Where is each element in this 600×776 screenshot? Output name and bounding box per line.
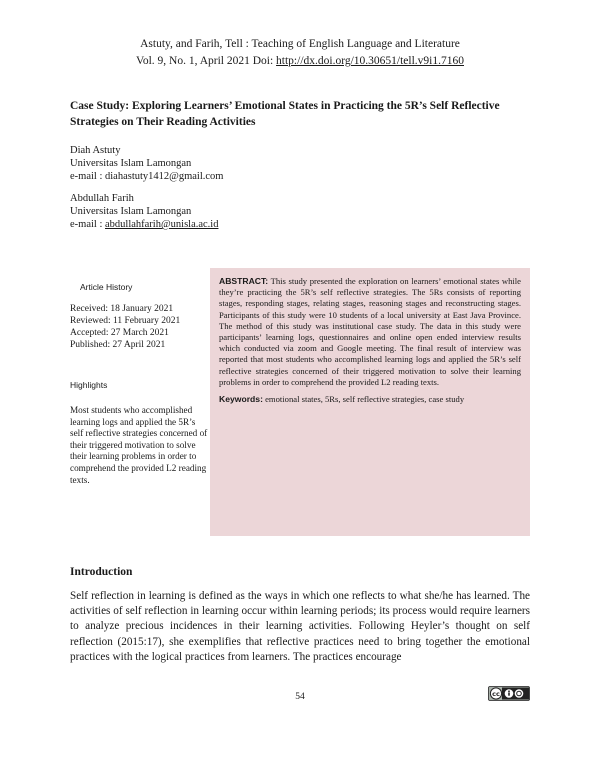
author-name: Diah Astuty <box>70 145 121 156</box>
reviewed-date: Reviewed: 11 February 2021 <box>70 316 181 326</box>
cc-by-sa-icon <box>488 686 530 701</box>
author-email: diahastuty1412@gmail.com <box>105 171 224 182</box>
volume-issue-text: Vol. 9, No. 1, April 2021 Doi: <box>136 55 277 67</box>
introduction-heading: Introduction <box>70 566 133 578</box>
published-date: Published: 27 April 2021 <box>70 340 166 350</box>
author-name: Abdullah Farih <box>70 193 134 204</box>
author-email-line <box>70 170 370 183</box>
keywords-text: emotional states, 5Rs, self reflective strategies, case study <box>262 394 465 405</box>
abstract-label: ABSTRACT: <box>219 276 269 286</box>
author-affiliation: Universitas Islam Lamongan <box>70 206 192 217</box>
paper-title: Case Study: Exploring Learners’ Emotional States in Practicing the 5R’s Self Reflective Strategies on Their Reading Activities <box>70 100 500 128</box>
keywords-label: Keywords: <box>219 394 263 405</box>
accepted-date: Accepted: 27 March 2021 <box>70 328 169 338</box>
article-history <box>70 303 212 351</box>
author-block-1 <box>70 144 370 183</box>
abstract-paragraph <box>219 276 521 388</box>
highlights-text: Most students who accomplished learning logs and applied the 5R’s self reflective strategies concerned of their triggered motivation to solve their learning problems in order to comprehend the provided L2 reading texts. <box>70 405 208 485</box>
journal-citation: Astuty, and Farih, Tell : Teaching of English Language and Literature <box>140 38 460 50</box>
email-prefix: e-mail : <box>70 171 105 182</box>
abstract-text: This study presented the exploration on learners’ emotional states while they’re practicing the 5R’s self reflective strategies. The 5Rs consists of reporting stages, responding stages, relating stages, reasoning stages and reconstructing stages. Participants of this study were 10 students of a local university at East Java Province. The method of this study was institutional case study. The data in this study were participants’ learning logs, questionnaires and online open ended interview results which conducted via zoom and Google meeting. The final result of interview was reported that most students who accomplished learning logs and applied the 5R’s self reflective strategies concerned of their triggered motivation to solve their learning problems in order to comprehend the provided L2 reading texts. <box>219 276 521 387</box>
keywords-line <box>219 394 521 405</box>
highlights-heading: Highlights <box>70 380 108 390</box>
author-affiliation: Universitas Islam Lamongan <box>70 158 192 169</box>
received-date: Received: 18 January 2021 <box>70 304 174 314</box>
email-prefix: e-mail : <box>70 219 105 230</box>
journal-volume-line <box>0 53 600 70</box>
journal-header <box>0 36 600 70</box>
article-history-heading: Article History <box>80 282 133 292</box>
author-block-2 <box>70 192 370 231</box>
abstract-box <box>210 268 530 536</box>
svg-text:cc: cc <box>492 690 500 698</box>
doi-link[interactable]: http://dx.doi.org/10.30651/tell.v9i1.7160 <box>276 55 464 67</box>
page-number: 54 <box>295 692 305 702</box>
author-email-line <box>70 218 370 231</box>
introduction-text: Self reflection in learning is defined as the ways in which one reflects to what she/he has learned. The activities of self reflection in learning occur within learning periods; its process would require learners to analyze precious incidences in their learning activities. Following Heyler’s thought on self reflection (2015:17), she exemplifies that reflective practices need to bring together the emotional practices with the logical practices from learners. The practices encourage <box>70 590 530 663</box>
author-email-link[interactable]: abdullahfarih@unisla.ac.id <box>105 219 219 230</box>
